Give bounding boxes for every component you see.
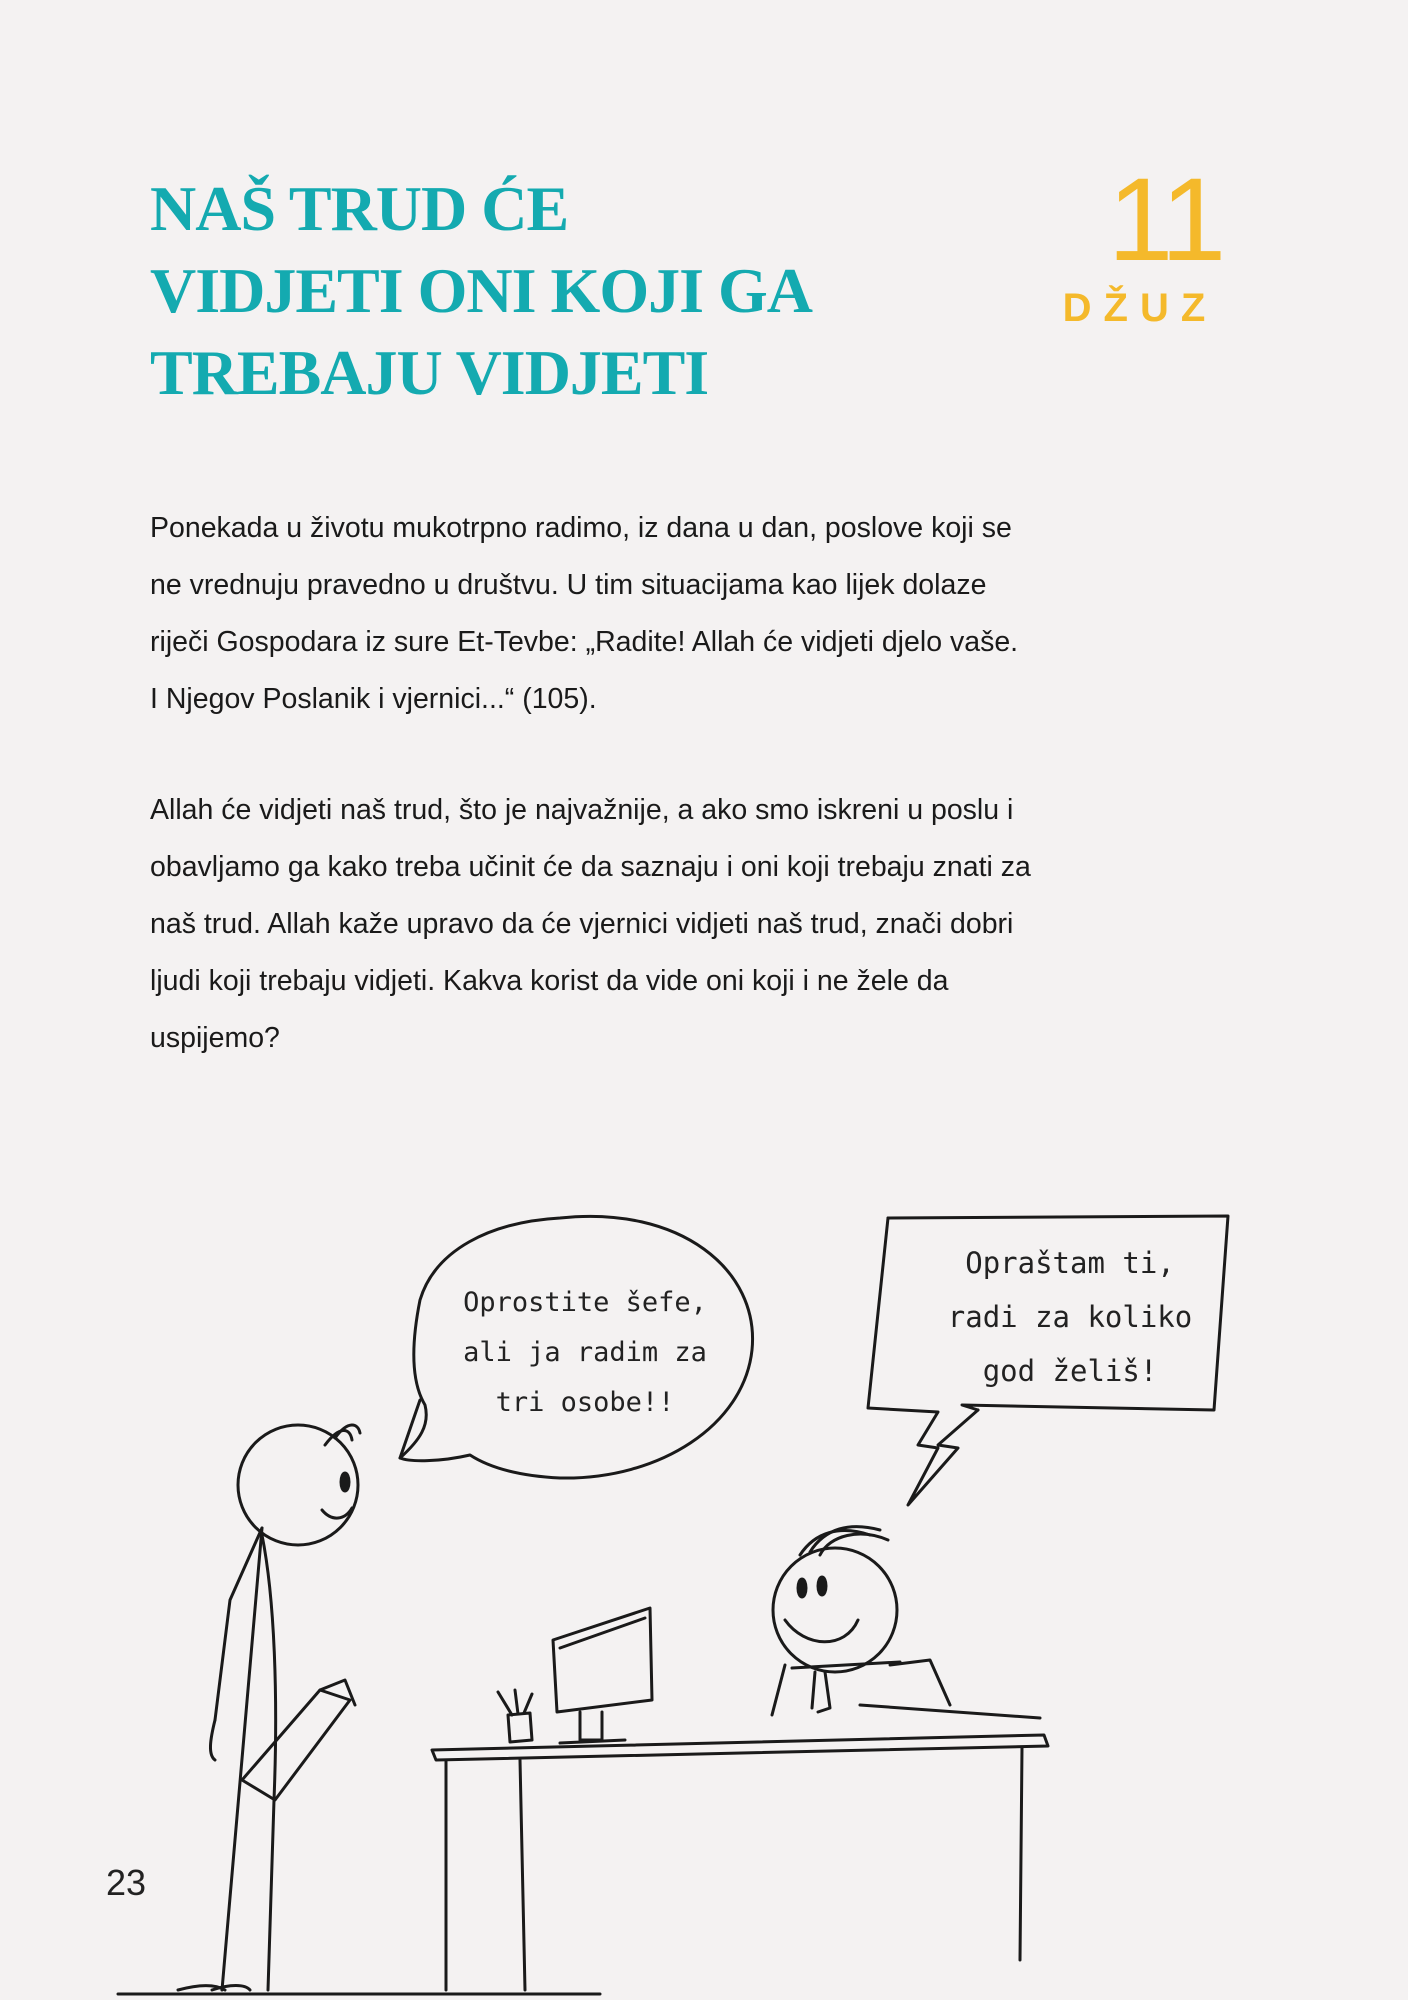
- juz-number: 11: [1107, 154, 1223, 286]
- title-line-3: TREBAJU VIDJETI: [150, 337, 709, 408]
- pen-holder: [498, 1690, 532, 1742]
- title-line-2: VIDJETI ONI KOJI GA: [150, 255, 812, 326]
- computer-monitor: [553, 1608, 652, 1743]
- standing-employee-figure: [118, 1425, 600, 1994]
- left-bubble-text: [440, 1278, 730, 1428]
- page-number: 23: [106, 1862, 147, 1903]
- page-title: [150, 168, 850, 414]
- right-bubble-text: [900, 1236, 1240, 1398]
- bubble-line: god želiš!: [982, 1354, 1158, 1388]
- paragraph-line: Ponekada u životu mukotrpno radimo, iz dana u dan, poslove koji se: [150, 512, 1012, 544]
- paragraph-line: ljudi koji trebaju vidjeti. Kakva korist da vide oni koji i ne žele da: [150, 965, 949, 997]
- paragraph-line: obavljamo ga kako treba učinit će da saznaju i oni koji trebaju znati za: [150, 851, 1031, 883]
- boss-figure: [772, 1527, 950, 1715]
- paragraph-line: uspijemo?: [150, 1022, 280, 1054]
- body-paragraph-2: [150, 782, 1190, 1067]
- bubble-line: radi za koliko: [947, 1300, 1193, 1334]
- paragraph-line: Allah će vidjeti naš trud, što je najvažnije, a ako smo iskreni u poslu i: [150, 794, 1014, 826]
- paragraph-line: riječi Gospodara iz sure Et-Tevbe: „Radite! Allah će vidjeti djelo vaše.: [150, 626, 1019, 658]
- title-line-1: NAŠ TRUD ĆE: [150, 173, 569, 244]
- paragraph-line: naš trud. Allah kaže upravo da će vjernici vidjeti naš trud, znači dobri: [150, 908, 1014, 940]
- body-paragraph-1: [150, 500, 1190, 728]
- bubble-line: tri osobe!!: [495, 1387, 675, 1418]
- juz-label: DŽUZ: [1062, 286, 1218, 330]
- paragraph-line: I Njegov Poslanik i vjernici...“ (105).: [150, 683, 597, 715]
- bubble-line: ali ja radim za: [463, 1337, 707, 1368]
- bubble-line: Oprostite šefe,: [463, 1287, 707, 1318]
- desk: [432, 1705, 1048, 1990]
- bubble-line: Opraštam ti,: [965, 1246, 1175, 1280]
- paragraph-line: ne vrednuju pravedno u društvu. U tim situacijama kao lijek dolaze: [150, 569, 987, 601]
